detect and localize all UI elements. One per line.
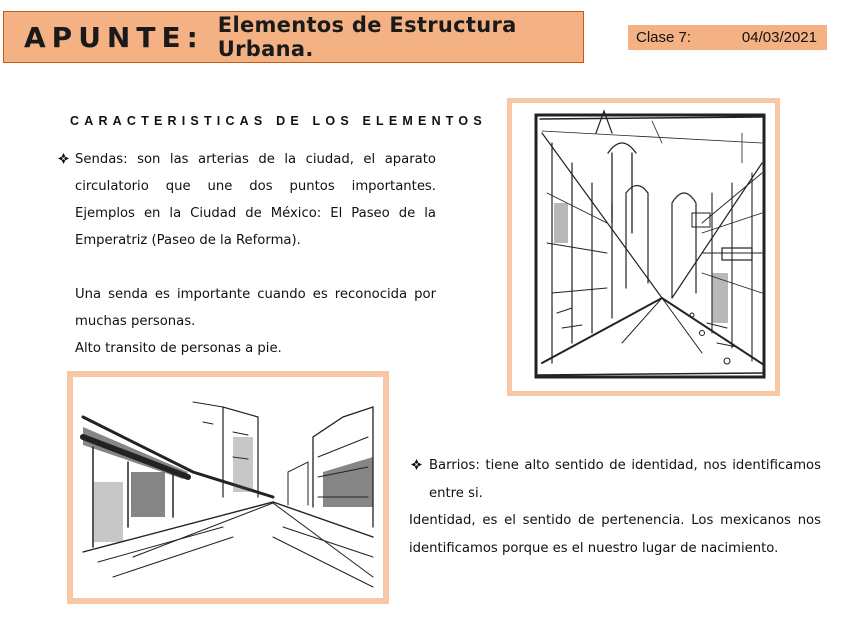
street-drawing-frame [67,371,389,604]
class-label: Clase 7: [636,29,692,46]
street-sketch-frame [507,98,780,396]
sendas-importance-text: Una senda es importante cuando es reconocida por muchas personas. [75,287,436,329]
class-date: 04/03/2021 [741,29,817,46]
identidad-text: Identidad, es el sentido de pertenencia. Los mexicanos nos identificamos porque es el nuestro lugar de nacimiento. [409,513,821,556]
section-heading: CARACTERISTICAS DE LOS ELEMENTOS [70,114,487,128]
sendas-paragraph-block [60,146,436,254]
diamond-bullet-icon [58,146,69,173]
sendas-transit-text: Alto transito de personas a pie. [75,341,282,356]
street-perspective-sketch [512,103,775,391]
barrios-text: Barrios: tiene alto sentido de identidad, nos identificamos entre si. [429,458,821,501]
page-title: APUNTE: [24,20,204,54]
diamond-bullet-icon [411,452,422,480]
title-banner [3,11,584,63]
sendas-text: Sendas: son las arterias de la ciudad, el aparato circulatorio que une dos puntos importantes. Ejemplos en la Ciudad de México: El Paseo de la Emperatriz (Paseo de la Reforma). [75,152,436,248]
street-perspective-drawing [73,377,383,598]
class-info-badge [628,25,827,50]
barrios-paragraph-block [411,452,821,508]
page-subtitle: Elementos de Estructura Urbana. [217,13,517,61]
